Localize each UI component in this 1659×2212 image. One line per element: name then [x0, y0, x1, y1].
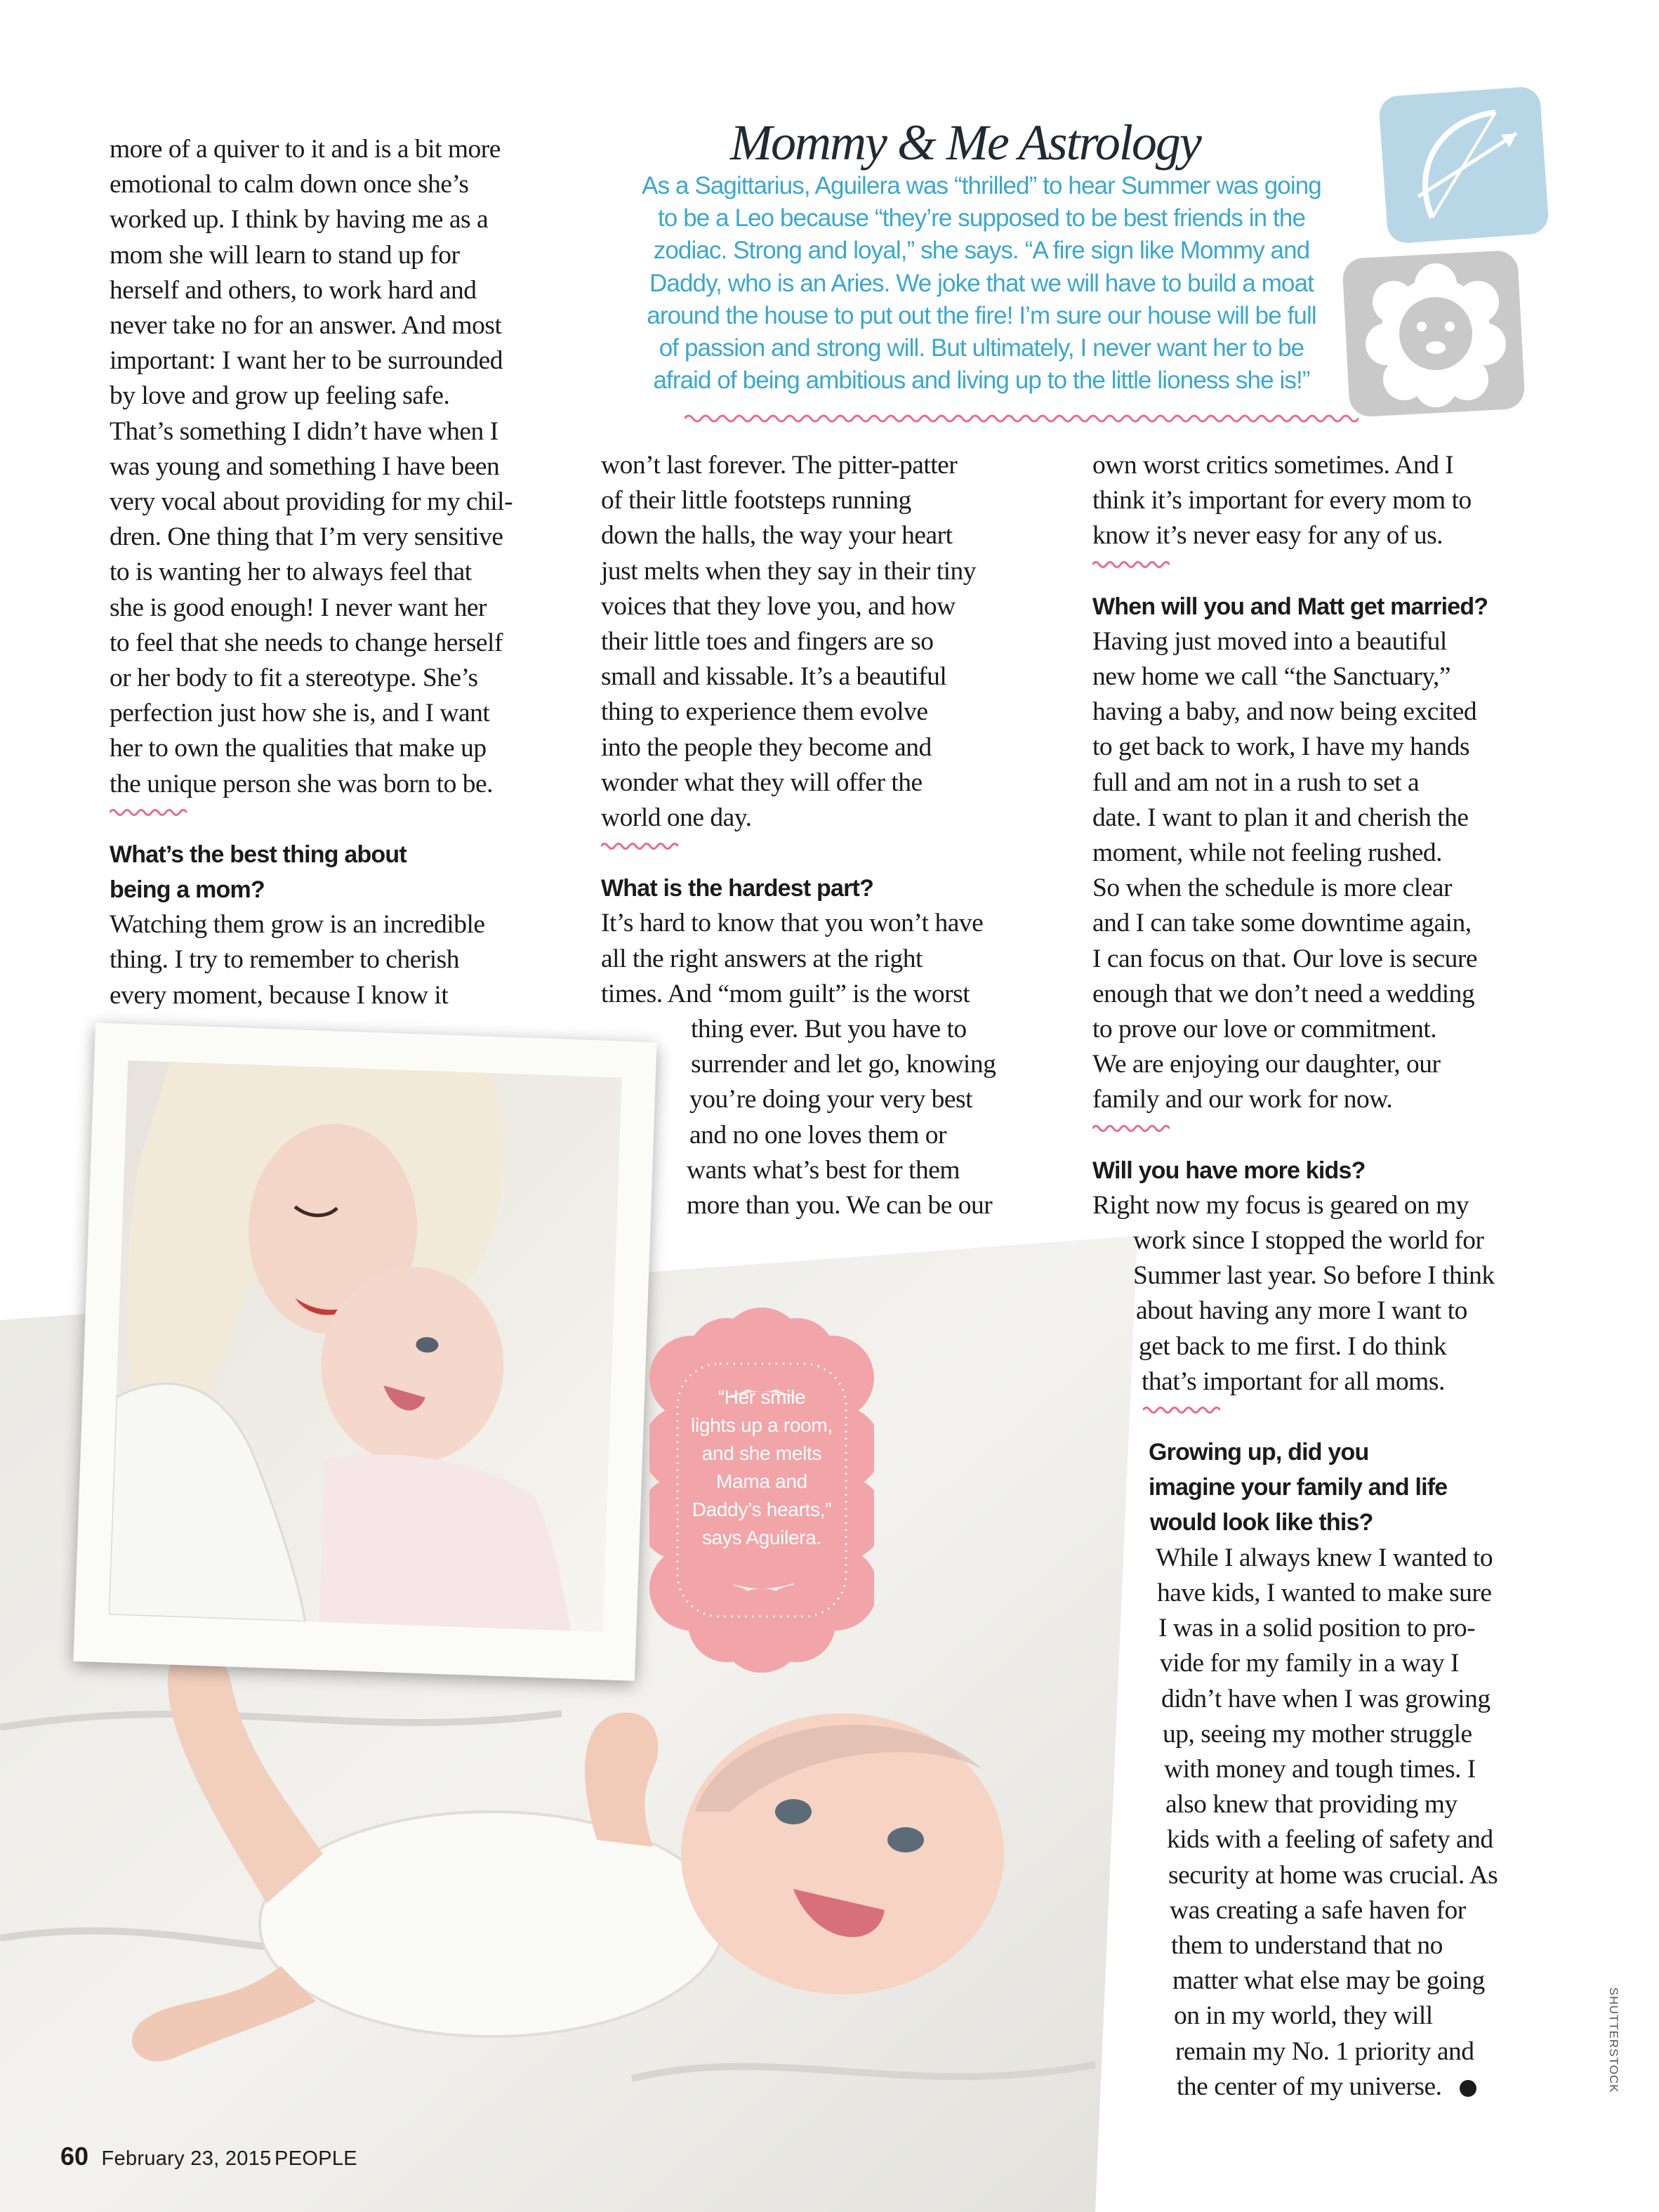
text-line: I can focus on that. Our love is secure	[1092, 944, 1478, 973]
text-line: Having just moved into a beautiful	[1092, 626, 1447, 656]
text-line: kids with a feeling of safety and	[1167, 1825, 1493, 1855]
astrology-line: Daddy, who is an Aries. We joke that we will have to build a moat	[649, 269, 1314, 297]
page-footer	[60, 2142, 357, 2171]
text-line: didn’t have when I was growing	[1161, 1684, 1491, 1713]
astrology-line: around the house to put out the fire! I’m sure our house will be full	[647, 301, 1316, 329]
text-line: up, seeing my mother struggle	[1163, 1719, 1472, 1749]
text-line: her to own the qualities that make up	[110, 734, 487, 763]
text-line: think it’s important for every mom to	[1092, 486, 1472, 515]
callout-line: Mama and	[716, 1470, 807, 1492]
question-line: being a mom?	[110, 876, 265, 904]
text-line: voices that they love you, and how	[601, 591, 956, 621]
text-line: get back to me first. I do think	[1139, 1331, 1447, 1361]
section-wave-divider	[1092, 1118, 1584, 1153]
section-wave-divider	[1092, 554, 1584, 589]
text-line: of their little footsteps running	[601, 486, 911, 515]
astrology-line: afraid of being ambitious and living up to the little lioness she is!”	[653, 367, 1310, 395]
baby-arm	[585, 1713, 659, 1847]
callout-quote	[660, 1383, 864, 1552]
polaroid-photo-mom-and-baby	[73, 1022, 656, 1680]
question-heading	[1092, 1435, 1584, 1541]
callout-line: lights up a room,	[691, 1414, 833, 1436]
text-line: was young and something I have been	[110, 452, 500, 481]
question-line: What’s the best thing about	[110, 841, 407, 868]
text-line-end: the center of my universe.	[1177, 2072, 1442, 2101]
text-line: date. I want to plan it and cherish the	[1092, 803, 1469, 832]
text-line: into the people they become and	[601, 732, 932, 762]
baby-leg-2	[132, 1966, 316, 2061]
text-line: have kids, I wanted to make sure	[1157, 1578, 1492, 1607]
text-line: them to understand that no	[1171, 1930, 1443, 1960]
text-line: won’t last forever. The pitter-patter	[601, 451, 958, 480]
text-line: and no one loves them or	[689, 1120, 947, 1150]
text-line: thing ever. But you have to	[691, 1015, 967, 1044]
text-line: by love and grow up feeling safe.	[110, 381, 450, 411]
text-line: Summer last year. So before I think	[1133, 1261, 1495, 1291]
photo-credit: SHUTTERSTOCK	[1607, 1987, 1620, 2093]
mom-baby-image	[109, 1060, 622, 1632]
baby-legs	[168, 1646, 323, 1903]
callout-line: “Her smile	[718, 1386, 806, 1408]
question-heading	[1092, 589, 1584, 624]
astrology-line: to be a Leo because “they’re supposed to be best friends in the	[657, 204, 1306, 232]
text-line: every moment, because I know it	[110, 980, 449, 1010]
text-line: times. And “mom guilt” is the worst	[601, 979, 970, 1008]
text-line: family and our work for now.	[1092, 1085, 1393, 1114]
text-line: more than you. We can be our	[687, 1191, 993, 1220]
text-line: mom she will learn to stand up for	[110, 240, 460, 270]
text-line	[1092, 2069, 1584, 2105]
text-line: Right now my focus is geared on my	[1092, 1190, 1469, 1220]
text-line: herself and others, to work hard and	[110, 275, 477, 305]
question-line: imagine your family and life	[1149, 1474, 1448, 1501]
text-line: down the halls, the way your heart	[601, 521, 953, 551]
text-line: world one day.	[601, 803, 752, 833]
astrology-line: As a Sagittarius, Aguilera was “thrilled” to hear Summer was going	[642, 172, 1321, 199]
text-line: remain my No. 1 priority and	[1175, 2036, 1474, 2066]
text-line: small and kissable. It’s a beautiful	[601, 662, 947, 692]
text-line: thing to experience them evolve	[601, 697, 928, 727]
page-number: 60	[60, 2142, 89, 2171]
column-1	[110, 132, 587, 1013]
text-line: full and am not in a rush to set a	[1092, 768, 1420, 797]
section-wave-divider	[110, 802, 587, 837]
text-line: was creating a safe haven for	[1170, 1895, 1466, 1925]
text-line: work since I stopped the world for	[1133, 1226, 1484, 1256]
text-line: So when the schedule is more clear	[1092, 874, 1452, 903]
question-heading	[601, 871, 1064, 906]
text-line: their little toes and fingers are so	[601, 627, 934, 657]
text-line: to get back to work, I have my hands	[1092, 732, 1470, 762]
text-line: security at home was crucial. As	[1168, 1860, 1498, 1890]
question-line: What is the hardest part?	[601, 875, 874, 902]
astrology-line: zodiac. Strong and loyal,” she says. “A fire sign like Mommy and	[653, 237, 1310, 265]
text-line: all the right answers at the right	[601, 944, 923, 973]
sagittarius-bow-icon	[1376, 84, 1552, 246]
astrology-line: of passion and strong will. But ultimately, I never want her to be	[659, 334, 1304, 362]
text-line: enough that we don’t need a wedding	[1092, 979, 1475, 1008]
text-line: new home we call “the Sanctuary,”	[1092, 662, 1451, 692]
column-2	[601, 448, 1064, 1223]
question-line: would look like this?	[1150, 1509, 1373, 1536]
text-line: or her body to fit a stereotype. She’s	[110, 664, 478, 693]
text-line: matter what else may be going	[1172, 1966, 1485, 1996]
text-line: to feel that she needs to change herself	[110, 628, 503, 657]
section-wave-divider	[1143, 1400, 1584, 1435]
baby-eye-left	[775, 1799, 812, 1824]
text-line: also knew that providing my	[1165, 1790, 1458, 1819]
text-line: perfection just how she is, and I want	[110, 699, 490, 728]
text-line: own worst critics sometimes. And I	[1092, 451, 1454, 480]
callout-line: says Aguilera.	[701, 1527, 822, 1548]
text-line: to prove our love or commitment.	[1092, 1015, 1437, 1044]
paragraph	[1092, 1541, 1584, 2105]
text-line: she is good enough! I never want her	[110, 593, 487, 622]
text-line: That’s something I didn’t have when I	[110, 416, 498, 446]
paragraph	[1092, 624, 1584, 1118]
text-line: vide for my family in a way I	[1160, 1649, 1459, 1678]
column-3	[1092, 448, 1584, 2105]
question-heading	[1092, 1153, 1584, 1188]
text-line: important: I want her to be surrounded	[110, 346, 503, 376]
paragraph	[601, 906, 1064, 1223]
callout-line: Daddy’s hearts,”	[692, 1499, 832, 1520]
text-line: with money and tough times. I	[1164, 1754, 1476, 1784]
text-line: It’s hard to know that you won’t have	[601, 909, 984, 938]
end-mark-icon	[1460, 2080, 1476, 2097]
paragraph	[110, 132, 587, 802]
leo-lion-icon	[1337, 246, 1534, 421]
text-line: very vocal about providing for my chil-	[110, 487, 513, 517]
text-line: wants what’s best for them	[687, 1155, 960, 1185]
text-line: more of a quiver to it and is a bit more	[110, 135, 501, 164]
text-line: know it’s never easy for any of us.	[1092, 521, 1443, 551]
text-line: having a baby, and now being excited	[1092, 697, 1477, 727]
text-line: worked up. I think by having me as a	[110, 205, 489, 235]
paragraph	[1092, 1188, 1584, 1400]
question-line: Growing up, did you	[1149, 1439, 1369, 1466]
text-line: never take no for an answer. And most	[110, 311, 502, 341]
baby-eye-right	[887, 1827, 924, 1852]
text-line: to is wanting her to always feel that	[110, 558, 472, 587]
callout-line: and she melts	[701, 1442, 822, 1464]
astrology-divider-wave	[685, 413, 1359, 424]
text-line: just melts when they say in their tiny	[601, 556, 977, 586]
text-line: that’s important for all moms.	[1142, 1367, 1445, 1396]
text-line: wonder what they will offer the	[601, 768, 923, 797]
paragraph	[601, 448, 1064, 836]
text-line: and I can take some downtime again,	[1092, 909, 1472, 938]
question-heading	[110, 837, 587, 907]
astrology-text	[602, 170, 1361, 397]
text-line: dren. One thing that I’m very sensitive	[110, 522, 503, 552]
text-line: surrender and let go, knowing	[691, 1050, 996, 1079]
text-line: We are enjoying our daughter, our	[1092, 1050, 1441, 1079]
text-line: Watching them grow is an incredible	[110, 910, 485, 940]
text-line: I was in a solid position to pro-	[1158, 1614, 1476, 1643]
text-line: thing. I try to remember to cherish	[110, 945, 459, 975]
question-line: When will you and Matt get married?	[1092, 593, 1488, 620]
question-line: Will you have more kids?	[1092, 1157, 1366, 1184]
text-line: While I always knew I wanted to	[1156, 1543, 1493, 1572]
text-line: you’re doing your very best	[689, 1085, 973, 1114]
text-line: moment, while not feeling rushed.	[1092, 838, 1442, 868]
baby-body	[260, 1812, 723, 2036]
astrology-title: Mommy & Me Astrology	[730, 114, 1201, 171]
issue-date: February 23, 2015	[101, 2147, 272, 2170]
text-line: emotional to calm down once she’s	[110, 170, 469, 199]
magazine-name: PEOPLE	[275, 2147, 357, 2170]
text-line: about having any more I want to	[1136, 1296, 1467, 1326]
text-line: on in my world, they will	[1174, 2001, 1433, 2031]
section-wave-divider	[601, 836, 1064, 871]
paragraph	[110, 907, 587, 1013]
text-line: the unique person she was born to be.	[110, 769, 493, 798]
paragraph	[1092, 448, 1584, 554]
